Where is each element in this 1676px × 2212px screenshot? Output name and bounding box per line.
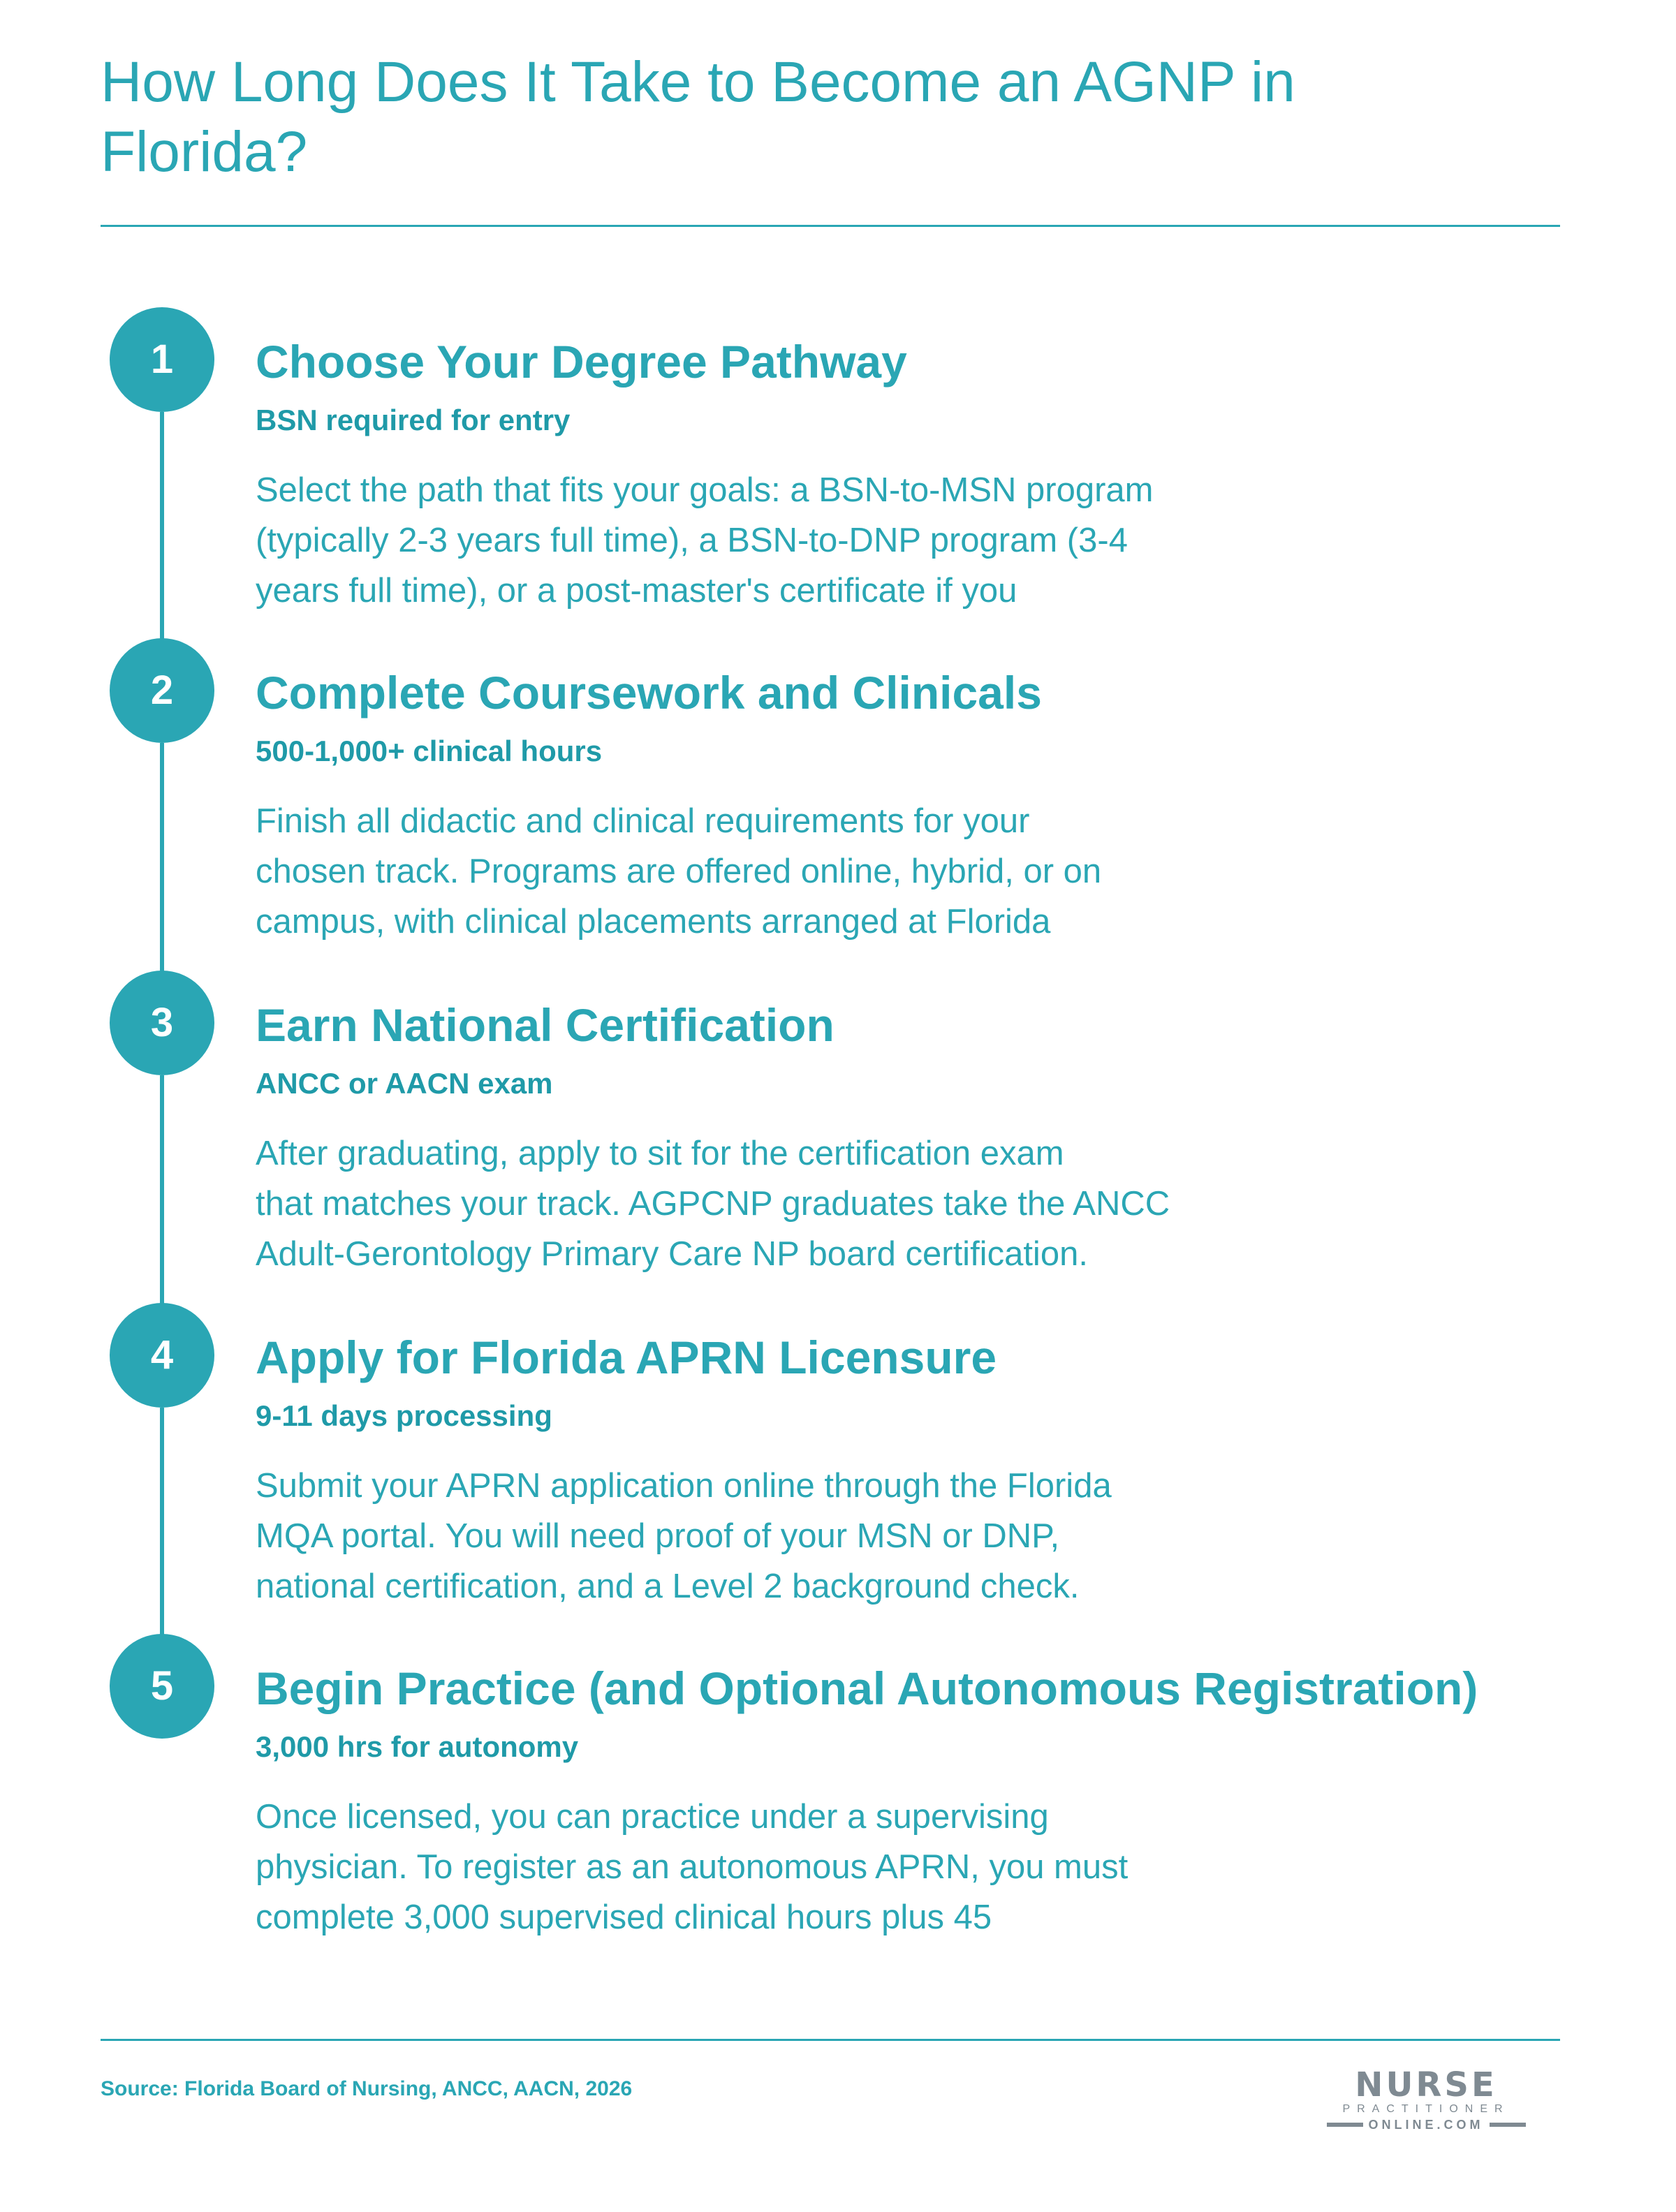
logo-bar-left [1327, 2123, 1363, 2127]
step-number-badge: 1 [110, 307, 214, 412]
step-description-line: Finish all didactic and clinical requirements for your [256, 802, 1030, 840]
step-number-badge: 2 [110, 638, 214, 743]
step-description-line: that matches your track. AGPCNP graduates take the ANCC [256, 1185, 1170, 1223]
source-note: Source: Florida Board of Nursing, ANCC, AACN, 2026 [101, 2077, 633, 2100]
step-description-line: campus, with clinical placements arranged at Florida [256, 903, 1051, 941]
step-description-line: Adult-Gerontology Primary Care NP board certification. [256, 1235, 1088, 1273]
logo-subtitle: PRACTITIONER [1342, 2103, 1510, 2115]
step-subtitle: 500-1,000+ clinical hours [256, 735, 603, 767]
logo-wordmark: NURSE [1355, 2065, 1497, 2104]
step-description [256, 1792, 1401, 1942]
page-title-line-2: Florida? [101, 120, 308, 184]
step-number-badge: 4 [110, 1303, 214, 1408]
step-subtitle: 3,000 hrs for autonomy [256, 1730, 579, 1763]
top-divider [101, 225, 1560, 227]
timeline-connector-1-2 [160, 412, 164, 645]
step-title: Complete Coursework and Clinicals [256, 667, 1042, 718]
timeline-connector-2-3 [160, 743, 164, 980]
step-title: Choose Your Degree Pathway [256, 336, 907, 388]
step-description-line: national certification, and a Level 2 background check. [256, 1568, 1080, 1605]
bottom-divider [101, 2039, 1560, 2041]
logo-url: ONLINE.COM [1368, 2118, 1484, 2132]
step-number-badge: 3 [110, 971, 214, 1075]
step-description-line: (typically 2-3 years full time), a BSN-to-DNP program (3-4 [256, 522, 1128, 559]
timeline-connector-3-4 [160, 1075, 164, 1310]
step-description-line: chosen track. Programs are offered online, hybrid, or on [256, 853, 1102, 890]
step-description-line: physician. To register as an autonomous APRN, you must [256, 1848, 1129, 1886]
step-subtitle: BSN required for entry [256, 404, 571, 436]
step-description-line: years full time), or a post-master's certificate if you [256, 572, 1017, 610]
page-title [101, 47, 1497, 187]
step-description [256, 465, 1401, 616]
step-description-line: Submit your APRN application online through the Florida [256, 1467, 1112, 1505]
timeline-connector-4-5 [160, 1408, 164, 1644]
page-title-line-1: How Long Does It Take to Become an AGNP in [101, 50, 1295, 114]
step-description-line: MQA portal. You will need proof of your MSN or DNP, [256, 1517, 1060, 1555]
logo-url-row [1321, 2117, 1531, 2132]
step-description-line: After graduating, apply to sit for the certification exam [256, 1135, 1064, 1172]
step-title: Begin Practice (and Optional Autonomous Registration) [256, 1662, 1478, 1714]
step-number-badge: 5 [110, 1634, 214, 1739]
step-description-line: complete 3,000 supervised clinical hours plus 45 [256, 1898, 992, 1936]
step-description [256, 796, 1401, 947]
logo-bar-right [1490, 2123, 1526, 2127]
step-subtitle: 9-11 days processing [256, 1399, 552, 1432]
nurse-practitioner-online-logo [1321, 2065, 1531, 2145]
step-description-line: Once licensed, you can practice under a supervising [256, 1798, 1049, 1836]
step-title: Earn National Certification [256, 999, 835, 1051]
step-title: Apply for Florida APRN Licensure [256, 1332, 997, 1383]
step-description [256, 1128, 1401, 1279]
step-description [256, 1461, 1401, 1612]
step-subtitle: ANCC or AACN exam [256, 1067, 553, 1100]
step-description-line: Select the path that fits your goals: a BSN-to-MSN program [256, 471, 1154, 509]
